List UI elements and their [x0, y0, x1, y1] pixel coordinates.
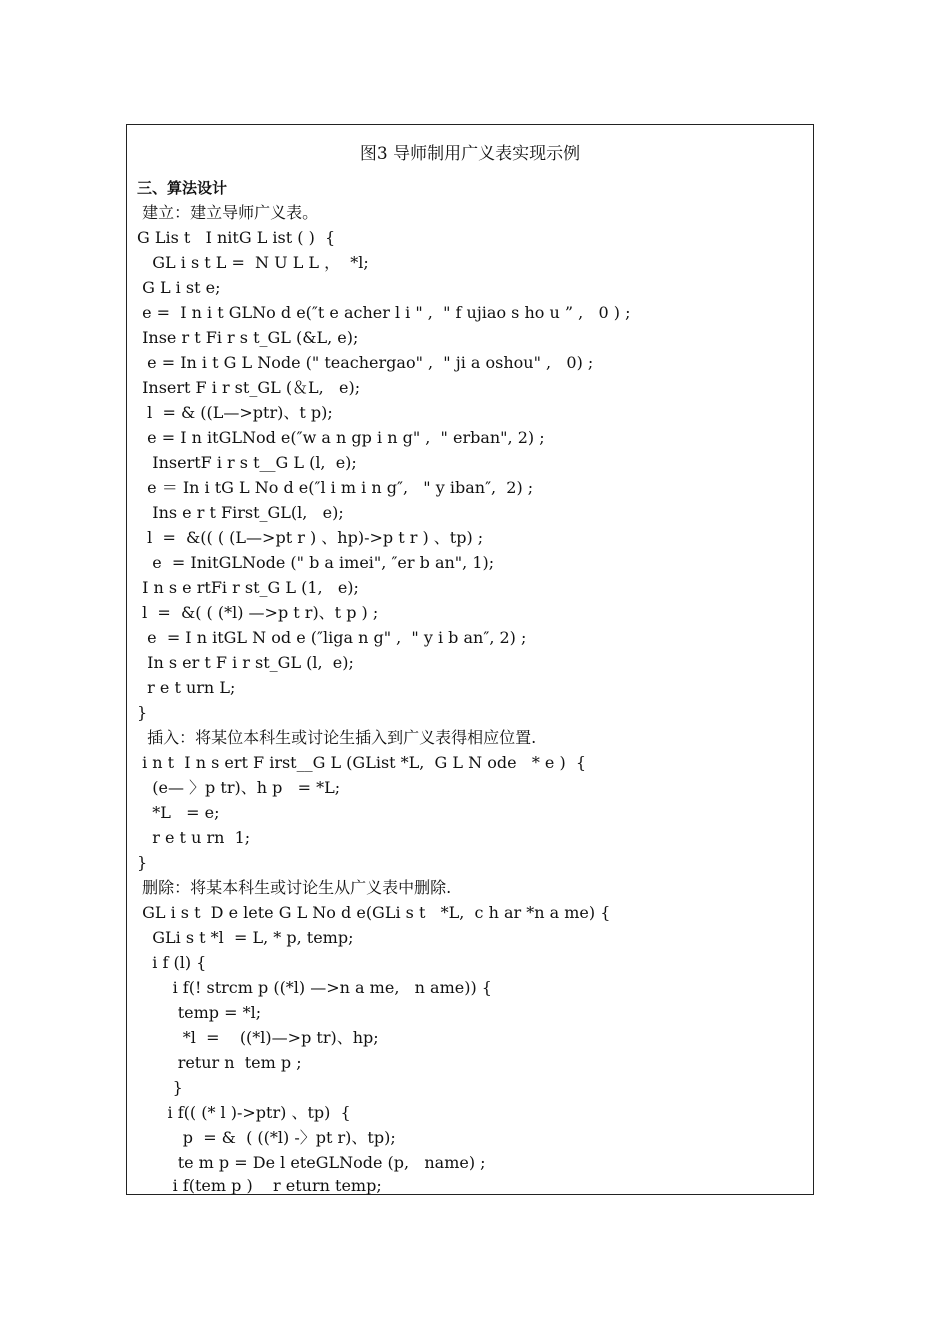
code-line: i f(tem p ) r eturn temp;: [137, 1176, 382, 1195]
code-line: i f(! strcm p ((*l) —>n a me, n ame)) {: [137, 978, 492, 997]
code-line: GL i s t D e lete G L No d e(GLi s t *L, c h ar *n a me) {: [137, 903, 611, 922]
code-line: }: [137, 1078, 183, 1097]
code-line: (e— 〉p tr)、h p = *L;: [137, 778, 341, 797]
code-line: l = &( ( (*l) —>p t r)、t p ) ;: [137, 603, 379, 622]
code-line: l = & ((L—>ptr)、t p);: [137, 403, 333, 422]
section-heading: 三、算法设计: [137, 179, 228, 197]
code-line: l = &(( ( (L—>pt r ) 、hp)->p t r ) 、tp) ;: [137, 528, 484, 547]
code-line: e = In i t G L Node (" teachergao" , " ji a oshou" , 0) ;: [137, 353, 594, 372]
code-line: Ins e r t First_GL(l, e);: [137, 503, 344, 522]
code-line: i f(( (* l )->ptr) 、tp) {: [137, 1103, 351, 1122]
code-line: G L i st e;: [137, 278, 221, 297]
code-line: i n t I n s ert F irst__G L (GList *L, G L N ode * e ) {: [137, 753, 587, 772]
code-line: e ＝ In i tG L No d e(″l i m i n g″, " y iban″, 2) ;: [137, 478, 534, 497]
code-line: 删除：将某本科生或讨论生从广义表中删除.: [137, 878, 452, 897]
document-frame: [126, 124, 814, 1195]
code-line: Inse r t Fi r s t_GL (&L, e);: [137, 328, 359, 347]
code-line: GLi s t *l = L, * p, temp;: [137, 928, 354, 947]
figure-caption: 图3 导师制用广义表实现示例: [359, 144, 581, 164]
code-line: 建立：建立导师广义表。: [137, 203, 319, 222]
code-line: In s er t F i r st_GL (l, e);: [137, 653, 354, 672]
code-line: retur n tem p ;: [137, 1053, 302, 1072]
code-line: r e t urn L;: [137, 678, 236, 697]
code-line: r e t u rn 1;: [137, 828, 251, 847]
code-line: e = I n itGLNod e(″w a n gp i n g" , " erban", 2) ;: [137, 428, 545, 447]
code-line: p = & ( ((*l) -〉pt r)、tp);: [137, 1128, 396, 1147]
code-line: InsertF i r s t__G L (l, e);: [137, 453, 357, 472]
code-line: G Lis t I nitG L ist ( ) {: [137, 228, 336, 247]
code-line: GL i s t L = N U L L ， *l;: [137, 253, 369, 272]
code-line: *l = ((*l)—>p tr)、hp;: [137, 1028, 379, 1047]
code-line: e = InitGLNode (" b a imei", ″er b an", 1);: [137, 553, 495, 572]
code-line: *L = e;: [137, 803, 220, 822]
code-line: 插入：将某位本科生或讨论生插入到广义表得相应位置.: [137, 728, 537, 747]
code-line: e = I n i t GLNo d e(″t e acher l i " , " f ujiao s ho u ” , 0 ) ;: [137, 303, 631, 322]
code-line: e = I n itGL N od e (″liga n g" , " y i b an″, 2) ;: [137, 628, 527, 647]
code-line: te m p = De l eteGLNode (p, name) ;: [137, 1153, 486, 1172]
code-line: I n s e rtFi r st_G L (1, e);: [137, 578, 359, 597]
code-line: }: [137, 703, 148, 722]
code-line: }: [137, 853, 148, 872]
code-line: i f (l) {: [137, 953, 207, 972]
code-line: Insert F i r st_GL (＆L, e);: [137, 378, 361, 397]
code-line: temp = *l;: [137, 1003, 262, 1022]
